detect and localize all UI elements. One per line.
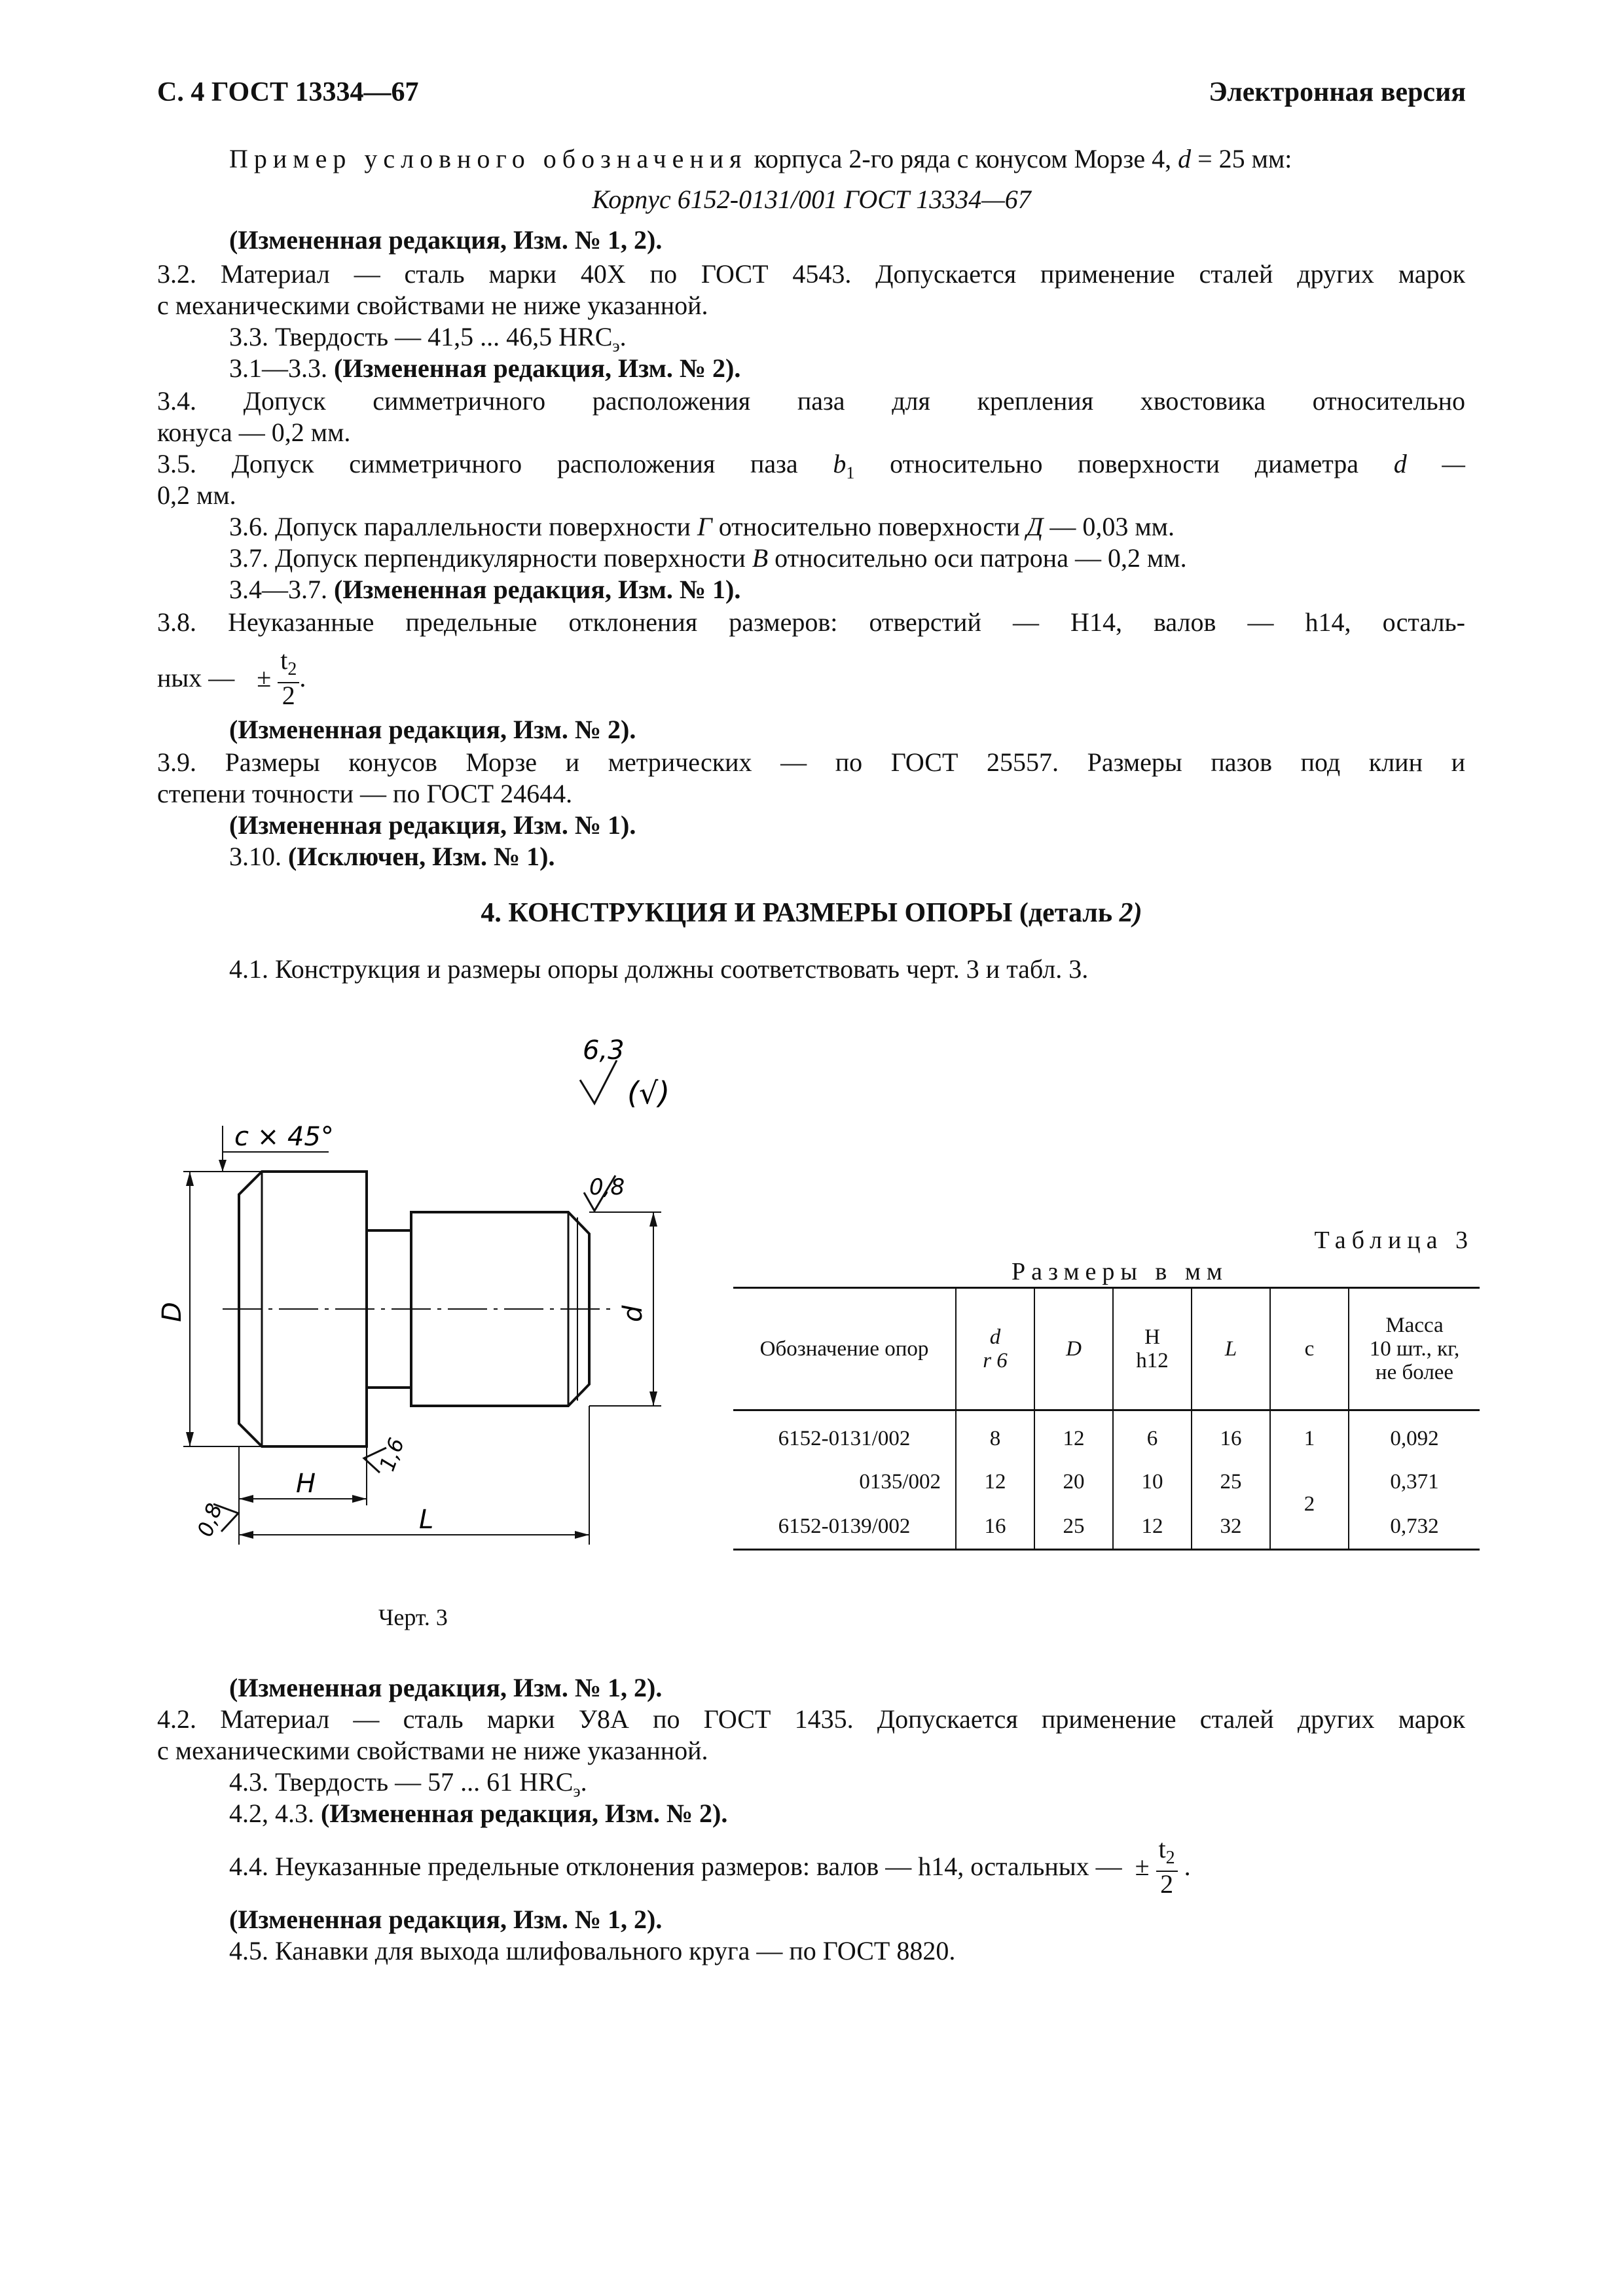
para-3-2-line1: 3.2. Материал — сталь марки 40Х по ГОСТ 4543. Допускается применение сталей других марок — [157, 259, 1465, 289]
cell-name: 6152-0131/002 — [778, 1427, 911, 1450]
dim-D-label: D — [157, 1302, 187, 1322]
para-3-1-3-edit: (Измененная редакция, Изм. № 2). — [334, 353, 741, 383]
para-3-5-a: 3.5. Допуск симметричного расположения паза — [157, 449, 798, 478]
cell-H: 6 — [1113, 1410, 1192, 1460]
para-3-5-d: d — — [1393, 449, 1465, 478]
plus-minus-4-4: ± — [1135, 1852, 1150, 1881]
example-lead: Пример условного обозначения — [229, 144, 748, 173]
cell-d: 12 — [956, 1460, 1034, 1504]
table-row — [733, 1504, 1480, 1550]
example-line — [229, 144, 1292, 174]
roughness-groove-icon — [364, 1435, 409, 1475]
para-3-8-line1: 3.8. Неуказанные предельные отклонения размеров: отверстий — H14, валов — h14, осталь- — [157, 607, 1465, 637]
table-units: Размеры в мм — [1012, 1258, 1228, 1285]
cell-L: 32 — [1192, 1504, 1270, 1550]
cell-H: 10 — [1113, 1460, 1192, 1504]
para-3-10-text: (Исключен, Изм. № 1). — [288, 842, 555, 871]
part-outline — [223, 1172, 615, 1446]
col-header-c: c — [1270, 1288, 1349, 1410]
cell-mass: 0,092 — [1349, 1410, 1480, 1460]
section-4-heading-num: 2) — [1119, 898, 1142, 928]
roughness-main-value: 6,3 — [583, 1035, 625, 1066]
table-3 — [733, 1287, 1480, 1551]
roughness-shaft-value: 0,8 — [589, 1174, 625, 1200]
col-header-name: Обозначение опор — [733, 1288, 956, 1410]
para-3-5-b: относительно поверхности диаметра — [890, 449, 1359, 478]
para-3-10-num: 3.10. — [229, 842, 282, 871]
para-3-4-7-edit: (Измененная редакция, Изм. № 1). — [334, 575, 741, 604]
para-3-5-var — [833, 449, 855, 482]
para-3-6-d: Д — [1026, 512, 1044, 541]
para-4-3-text: 4.3. Твердость — 57 ... 61 HRC — [229, 1767, 574, 1797]
cell-D: 25 — [1034, 1504, 1113, 1550]
table-row — [733, 1460, 1480, 1504]
para-3-6 — [229, 512, 1175, 542]
section-4-heading — [0, 898, 1623, 928]
para-3-6-g: Г — [697, 512, 712, 541]
cell-c: 2 — [1270, 1460, 1349, 1550]
roughness-left-icon — [192, 1500, 238, 1540]
para-3-5-b-letter: b — [833, 449, 847, 478]
col-header-H-var: H — [1144, 1325, 1160, 1349]
col-header-d-tol: r 6 — [983, 1349, 1008, 1372]
frac-den: 2 — [282, 681, 295, 710]
para-3-7-v: В — [752, 543, 769, 573]
roughness-left-value: 0,8 — [192, 1499, 227, 1540]
para-4-2-3-num: 4.2, 4.3. — [229, 1799, 314, 1828]
cell-name: 6152-0139/002 — [733, 1504, 956, 1550]
plus-minus: ± — [257, 663, 272, 692]
para-3-3: 3.3. Твердость — 41,5 ... 46,5 $HRC_э$. — [229, 322, 627, 355]
para-4-3-sub: э — [573, 1782, 581, 1801]
para-3-9-line2: степени точности — по ГОСТ 24644. — [157, 779, 573, 808]
para-3-8-b: ных — — [157, 663, 235, 692]
para-3-10 — [229, 842, 555, 872]
para-3-1-3-num: 3.1—3.3. — [229, 353, 327, 383]
col-header-mass-a: Масса — [1385, 1314, 1444, 1337]
para-4-4-text: 4.4. Неуказанные предельные отклонения размеров: валов — h14, остальных — — [229, 1852, 1122, 1881]
cell-D: 12 — [1034, 1410, 1113, 1460]
para-3-7 — [229, 543, 1187, 573]
section-4-heading-text: 4. КОНСТРУКЦИЯ И РАЗМЕРЫ ОПОРЫ — [481, 898, 1013, 928]
para-3-4-line2: конуса — 0,2 мм. — [157, 418, 351, 447]
cell-mass: 0,732 — [1349, 1504, 1480, 1550]
para-3-5-line2: 0,2 мм. — [157, 480, 236, 510]
dim-H-label: H — [296, 1469, 316, 1499]
dim-L-label: L — [419, 1505, 434, 1535]
page-header-left: С. 4 ГОСТ 13334—67 — [157, 77, 419, 107]
col-header-d-var: d — [989, 1325, 1001, 1349]
para-3-3-text: 3.3. Твердость — 41,5 ... 46,5 HRC — [229, 322, 613, 351]
col-header-d — [956, 1288, 1034, 1410]
cell-c: 1 — [1270, 1410, 1349, 1460]
frac-num-sub: 2 — [287, 659, 297, 679]
para-3-6-c: — 0,03 мм. — [1049, 512, 1175, 541]
col-header-H-tol: h12 — [1136, 1349, 1169, 1372]
para-4-2-line1: 4.2. Материал — сталь марки У8А по ГОСТ 1435. Допускается применение сталей других марок — [157, 1704, 1465, 1734]
para-3-4-7-num: 3.4—3.7. — [229, 575, 327, 604]
para-3-9-line1: 3.9. Размеры конусов Морзе и метрических — по ГОСТ 25557. Размеры пазов под клин и — [157, 747, 1465, 777]
table-title: Таблица 3 — [1314, 1227, 1474, 1254]
cell-d: 16 — [956, 1504, 1034, 1550]
cell-name: 0135/002 — [859, 1470, 941, 1494]
col-header-mass — [1349, 1288, 1480, 1410]
col-header-mass-b: 10 шт., кг, — [1369, 1337, 1460, 1361]
col-header-L: L — [1192, 1288, 1270, 1410]
para-3-1-3 — [229, 353, 740, 384]
para-3-5-line1 — [157, 449, 1465, 488]
col-header-mass-c: не более — [1375, 1361, 1454, 1384]
table-header-row — [733, 1288, 1480, 1410]
fraction-4-4 — [1156, 1834, 1178, 1899]
edit-note-3-1: (Измененная редакция, Изм. № 1, 2). — [229, 225, 663, 255]
chamfer-label: c × 45° — [234, 1122, 334, 1152]
para-3-8-line2: ных — ± $\frac{t_2}{2}$ . — [157, 645, 306, 710]
para-3-7-a: 3.7. Допуск перпендикулярности поверхности — [229, 543, 746, 573]
fraction-t2-over-2 — [278, 645, 299, 710]
cell-mass: 0,371 — [1349, 1460, 1480, 1504]
page-header-right: Электронная версия — [1209, 77, 1466, 107]
frac-den-4-4: 2 — [1160, 1869, 1174, 1899]
para-3-2-line2: с механическими свойствами не ниже указанной. — [157, 291, 708, 320]
drawing-caption: Черт. 3 — [378, 1604, 448, 1630]
cell-L: 25 — [1192, 1460, 1270, 1504]
example-d-value: = 25 мм: — [1197, 144, 1292, 173]
para-3-4-7 — [229, 575, 740, 605]
para-4-2-line2: с механическими свойствами не ниже указанной. — [157, 1736, 708, 1765]
para-4-3: 4.3. Твердость — 57 ... 61 $HRC_э$. — [229, 1767, 587, 1801]
roughness-shaft-icon — [584, 1174, 625, 1211]
example-designation: Корпус 6152-0131/001 ГОСТ 13334—67 — [592, 185, 1031, 214]
para-3-4-line1: 3.4. Допуск симметричного расположения паза для крепления хвостовика относительно — [157, 386, 1465, 416]
edit-note-4-4: (Измененная редакция, Изм. № 1, 2). — [229, 1905, 663, 1934]
edit-note-3-9: (Измененная редакция, Изм. № 1). — [229, 810, 636, 840]
para-4-5: 4.5. Канавки для выхода шлифовального круга — по ГОСТ 8820. — [229, 1936, 956, 1965]
frac-num: t — [280, 645, 288, 675]
para-4-1: 4.1. Конструкция и размеры опоры должны соответствовать черт. 3 и табл. 3. — [229, 954, 1089, 984]
table-row — [733, 1410, 1480, 1460]
cell-D: 20 — [1034, 1460, 1113, 1504]
roughness-other-icon: (√) — [627, 1075, 670, 1111]
para-4-2-3-edit: (Измененная редакция, Изм. № 2). — [321, 1799, 728, 1828]
frac-num-sub-4-4: 2 — [1165, 1848, 1175, 1868]
example-text: корпуса 2-го ряда с конусом Морзе 4, — [754, 144, 1172, 173]
para-3-7-b: относительно оси патрона — 0,2 мм. — [775, 543, 1187, 573]
dim-d-label: d — [618, 1305, 648, 1322]
para-3-5-b-sub: 1 — [846, 463, 855, 482]
example-d-var: d — [1178, 144, 1192, 173]
edit-note-3-8: (Измененная редакция, Изм. № 2). — [229, 715, 636, 744]
col-header-D: D — [1034, 1288, 1113, 1410]
frac-num-4-4: t — [1158, 1834, 1166, 1863]
cell-L: 16 — [1192, 1410, 1270, 1460]
part-drawing — [157, 1021, 733, 1584]
section-4-heading-tail: (деталь — [1019, 898, 1113, 928]
para-3-6-a: 3.6. Допуск параллельности поверхности — [229, 512, 691, 541]
col-header-H — [1113, 1288, 1192, 1410]
cell-H: 12 — [1113, 1504, 1192, 1550]
para-3-3-sub: э — [612, 336, 620, 355]
para-4-2-3 — [229, 1799, 727, 1829]
para-4-4: 4.4. Неуказанные предельные отклонения размеров: валов — h14, остальных — ± $\frac{t_2}{2}$ . — [229, 1834, 1191, 1899]
roughness-groove-value: 1,6 — [374, 1434, 409, 1475]
para-3-6-b: относительно поверхности — [718, 512, 1020, 541]
cell-d: 8 — [956, 1410, 1034, 1460]
edit-note-4-1: (Измененная редакция, Изм. № 1, 2). — [229, 1673, 663, 1702]
roughness-main-icon — [580, 1035, 625, 1103]
